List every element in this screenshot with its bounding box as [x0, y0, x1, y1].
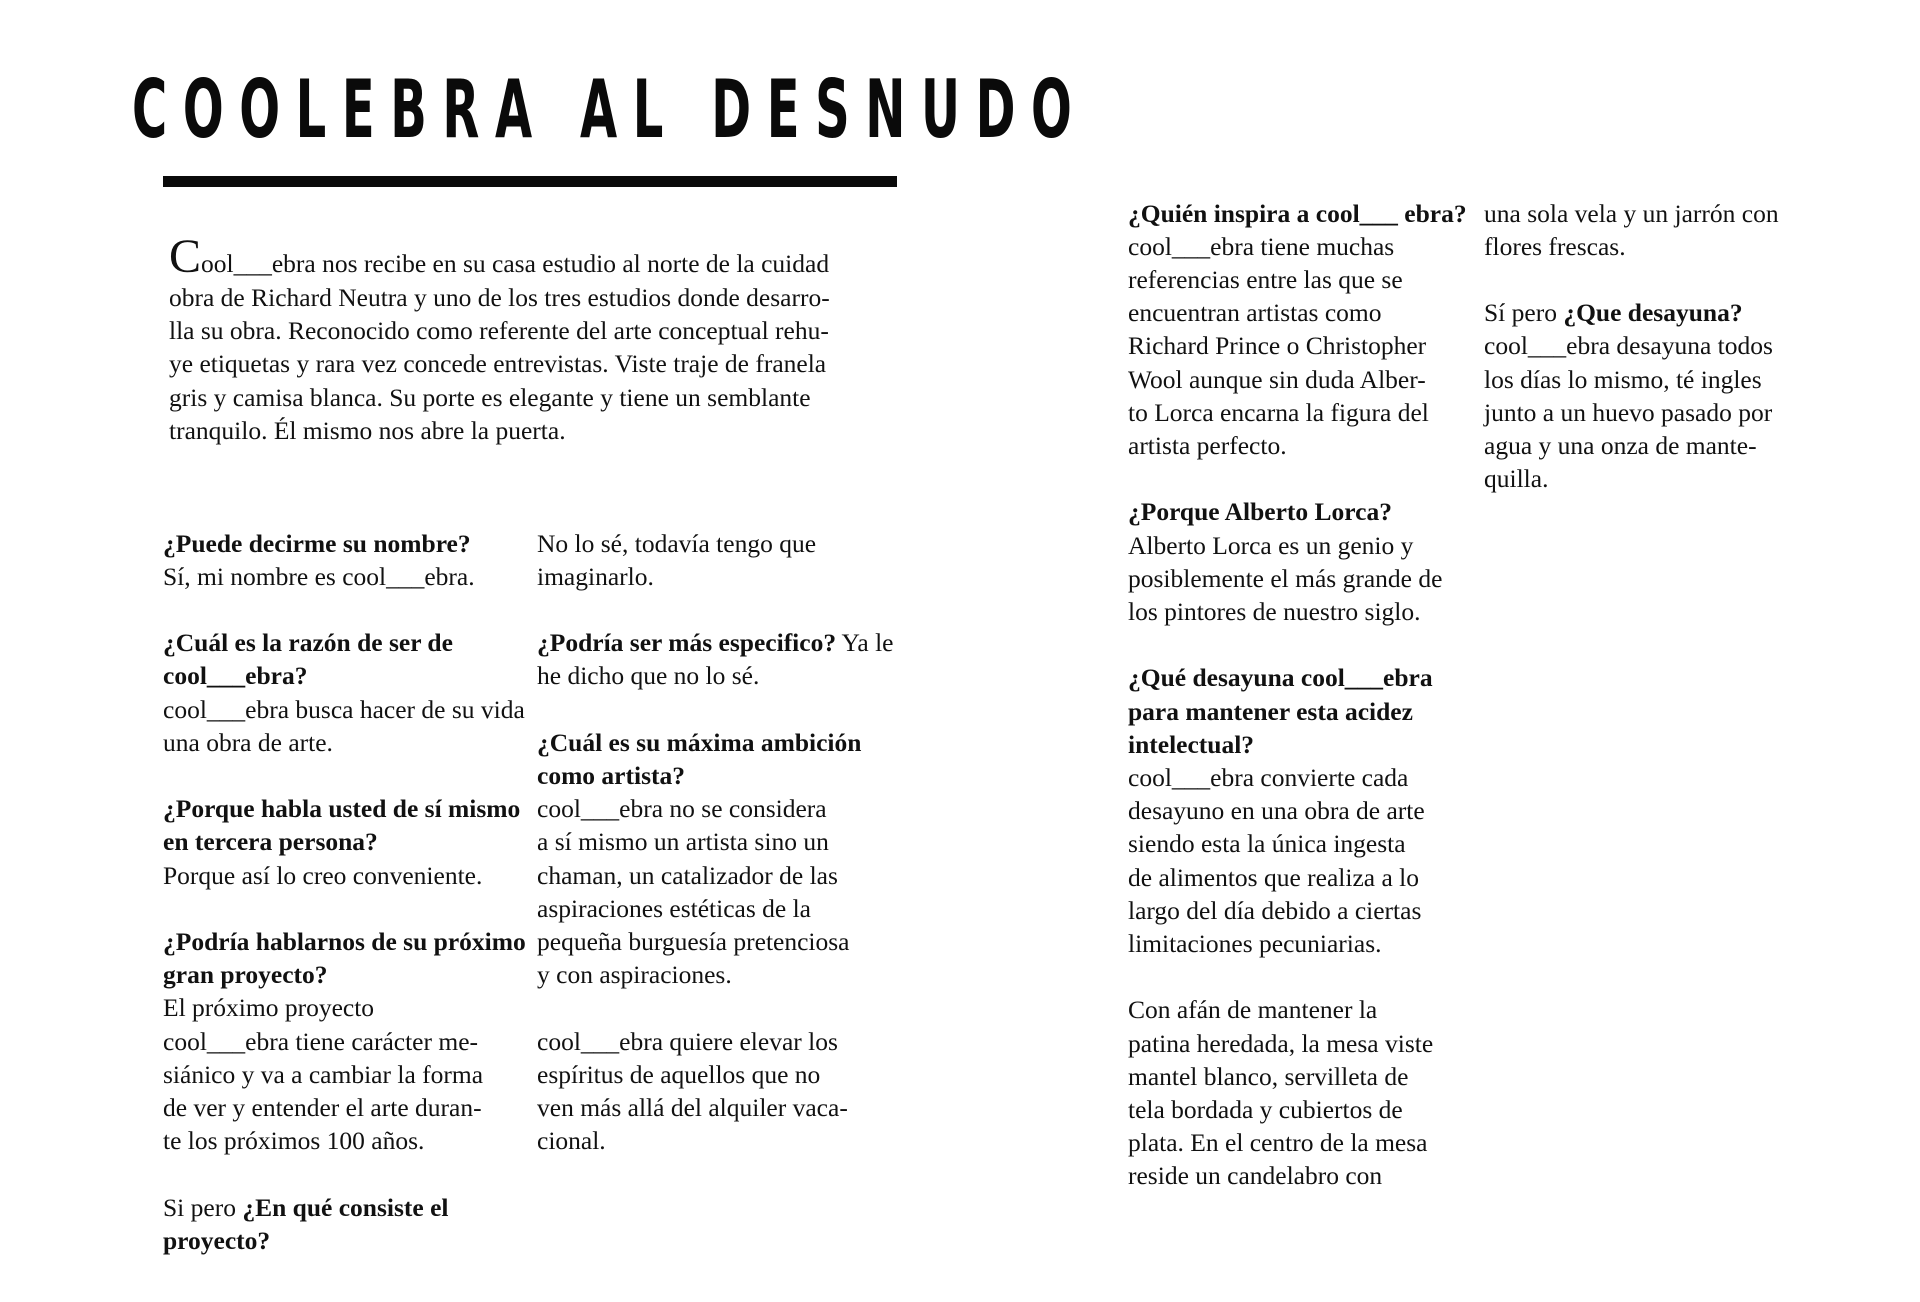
question: ¿Qué desayuna cool___ebra para mantener esta acidez intelectual? — [1128, 663, 1433, 759]
qa-block — [163, 925, 528, 1157]
answer: Ya le he dicho que no lo sé. — [537, 628, 894, 691]
answer-line: quilla. — [1484, 464, 1549, 494]
answer-line: de ver y entender el arte duran- — [163, 1092, 482, 1122]
qa-block — [1128, 661, 1468, 960]
intro-line: tranquilo. Él mismo nos abre la puerta. — [169, 415, 566, 445]
paragraph-line: patina heredada, la mesa viste — [1128, 1028, 1434, 1058]
question: ¿Podría hablarnos de su próximo gran proyecto? — [163, 926, 526, 990]
answer-line: to Lorca encarna la figura del — [1128, 397, 1429, 427]
intro-line: ye etiquetas y rara vez concede entrevistas. Viste traje de franela — [169, 349, 827, 379]
answer-line: pequeña burguesía pretenciosa — [537, 926, 850, 956]
answer-line: de alimentos que realiza a lo — [1128, 862, 1419, 892]
question-prefix: Sí pero — [1484, 298, 1564, 328]
paragraph-line: tela bordada y cubiertos de — [1128, 1094, 1403, 1124]
answer-line: cool___ebra tiene muchas — [1128, 231, 1395, 261]
answer-line: desayuno en una obra de arte — [1128, 796, 1425, 826]
qa-block — [163, 626, 528, 759]
drop-cap: C — [169, 230, 202, 283]
paragraph-line: espíritus de aquellos que no — [537, 1059, 821, 1089]
qa-block — [163, 527, 528, 593]
intro-line: ool___ebra nos recibe en su casa estudio al norte de la cuidad — [201, 249, 830, 278]
answer-line: cool___ebra tiene carácter me- — [163, 1026, 479, 1056]
answer-line: los días lo mismo, té ingles — [1484, 364, 1762, 394]
answer-line: chaman, un catalizador de las — [537, 860, 838, 890]
answer-line: aspiraciones estéticas de la — [537, 893, 812, 923]
question-prefix: Si pero — [163, 1192, 243, 1222]
paragraph-line: Con afán de mantener la — [1128, 995, 1378, 1025]
answer-line: Wool aunque sin duda Alber- — [1128, 364, 1426, 394]
answer-line: referencias entre las que se — [1128, 264, 1403, 294]
paragraph-line: plata. En el centro de la mesa — [1128, 1128, 1428, 1158]
paragraph-line: flores frescas. — [1484, 231, 1626, 261]
answer-line: cool___ebra convierte cada — [1128, 762, 1409, 792]
question: ¿Que desayuna? — [1563, 298, 1743, 328]
answer-line: junto a un huevo pasado por — [1484, 397, 1773, 427]
article-title: COOLEBRA AL DESNUDO — [132, 63, 1088, 156]
question: ¿Podría ser más especifico? — [537, 628, 837, 658]
answer-line: y con aspiraciones. — [537, 960, 732, 990]
question: ¿Cuál es su máxima ambición como artista? — [537, 727, 862, 790]
qa-block — [163, 1191, 528, 1257]
intro-paragraph — [169, 230, 902, 447]
paragraph — [1128, 993, 1468, 1192]
answer: cool___ebra busca hacer de su vida una obra de arte. — [163, 694, 525, 757]
paragraph-line: ven más allá del alquiler vaca- — [537, 1092, 848, 1122]
qa-block — [1128, 197, 1468, 463]
qa-block — [537, 626, 902, 692]
intro-line: obra de Richard Neutra y uno de los tres estudios donde desarro- — [169, 283, 830, 312]
title-underline — [163, 176, 897, 187]
question: ¿Porque Alberto Lorca? — [1128, 497, 1392, 527]
answer-line: siánico y va a cambiar la forma — [163, 1059, 484, 1089]
answer-line: siendo esta la única ingesta — [1128, 829, 1406, 859]
paragraph — [1484, 197, 1824, 263]
intro-line: lla su obra. Reconocido como referente del arte conceptual rehu- — [169, 316, 829, 346]
column-1 — [163, 501, 528, 1282]
answer-line: Richard Prince o Christopher — [1128, 331, 1427, 361]
answer: No lo sé, todavía tengo que imaginarlo. — [537, 528, 817, 591]
intro-line: gris y camisa blanca. Su porte es elegante y tiene un semblante — [169, 382, 811, 412]
paragraph-line: una sola vela y un jarrón con — [1484, 198, 1779, 228]
paragraph — [537, 1025, 902, 1158]
question: ¿Quién inspira a cool___ ebra? — [1128, 198, 1467, 228]
answer-line: a sí mismo un artista sino un — [537, 827, 829, 857]
answer-line: te los próximos 100 años. — [163, 1126, 425, 1156]
answer-line: El próximo proyecto — [163, 993, 375, 1023]
paragraph-line: mantel blanco, servilleta de — [1128, 1061, 1409, 1091]
question: ¿Cuál es la razón de ser de cool___ebra? — [163, 628, 453, 691]
qa-block — [1484, 296, 1824, 495]
column-3 — [1128, 171, 1468, 1218]
answer-line: cool___ebra desayuna todos — [1484, 331, 1773, 361]
column-2 — [537, 501, 902, 1183]
question: ¿Porque habla usted de sí mismo en tercera persona? — [163, 794, 521, 857]
answer-line: artista perfecto. — [1128, 430, 1287, 460]
answer: Porque así lo creo conveniente. — [163, 860, 483, 890]
answer-line: encuentran artistas como — [1128, 298, 1382, 328]
qa-block — [163, 792, 528, 892]
column-4 — [1484, 171, 1824, 521]
paragraph-line: reside un candelabro con — [1128, 1161, 1383, 1191]
paragraph-line: cional. — [537, 1126, 606, 1156]
answer-line: agua y una onza de mante- — [1484, 430, 1757, 460]
answer: Alberto Lorca es un genio y posiblemente el más grande de los pintores de nuestro siglo. — [1128, 530, 1443, 626]
paragraph-line: cool___ebra quiere elevar los — [537, 1026, 838, 1056]
question: ¿En qué consiste el proyecto? — [163, 1192, 449, 1255]
answer: Sí, mi nombre es cool___ebra. — [163, 561, 475, 591]
answer-line: cool___ebra no se considera — [537, 794, 827, 824]
answer-line: limitaciones pecuniarias. — [1128, 928, 1382, 958]
question: ¿Puede decirme su nombre? — [163, 528, 471, 558]
qa-block — [1128, 495, 1468, 628]
qa-block — [537, 726, 902, 992]
answer-line: largo del día debido a ciertas — [1128, 895, 1422, 925]
